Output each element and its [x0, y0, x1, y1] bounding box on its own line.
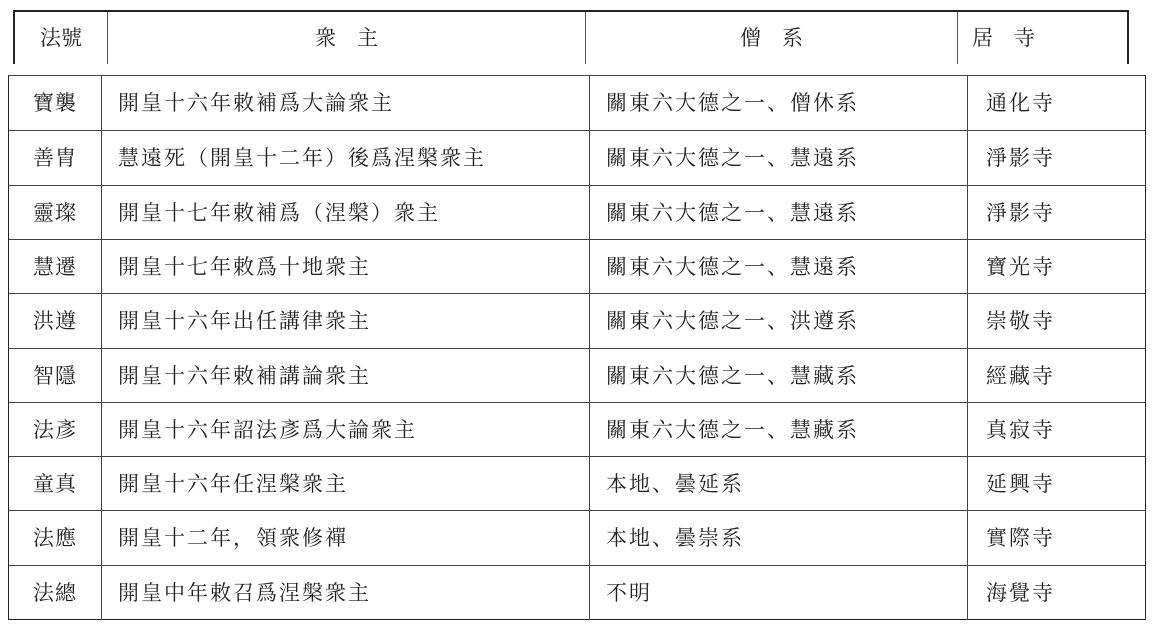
- cell-lineage: 本地、曇延系: [589, 457, 967, 511]
- cell-assembly-head: 開皇十六年敕補講論衆主: [101, 349, 589, 403]
- table-row: [9, 402, 1145, 457]
- cell-temple: 寶光寺: [967, 240, 1145, 294]
- cell-dharma-name: 靈璨: [33, 200, 77, 225]
- cell-assembly-head: 開皇十七年敕補爲（涅槃）衆主: [101, 186, 589, 240]
- header-dharma-name: 法號: [40, 26, 82, 50]
- table-row: [9, 348, 1145, 403]
- cell-temple: 延興寺: [967, 457, 1145, 511]
- cell-lineage: 不明: [589, 566, 967, 620]
- cell-assembly-head: 開皇十六年敕補爲大論衆主: [101, 76, 589, 130]
- table-header: [13, 10, 1129, 64]
- table-row: [9, 293, 1145, 348]
- cell-temple: 淨影寺: [967, 186, 1145, 240]
- header-temple: 居 寺: [957, 12, 1129, 64]
- cell-temple: 實際寺: [967, 511, 1145, 565]
- cell-dharma-name: 智隱: [33, 363, 77, 388]
- cell-temple: 淨影寺: [967, 131, 1145, 185]
- cell-dharma-name: 法彥: [33, 417, 77, 442]
- cell-temple: 真寂寺: [967, 403, 1145, 457]
- cell-lineage: 關東六大德之一、洪遵系: [589, 294, 967, 348]
- cell-assembly-head: 開皇十二年，領衆修禪: [101, 511, 589, 565]
- header-lineage: 僧 系: [585, 12, 957, 64]
- cell-assembly-head: 慧遠死（開皇十二年）後爲涅槃衆主: [101, 131, 589, 185]
- table-row: [9, 76, 1145, 131]
- table-row: [9, 510, 1145, 565]
- cell-assembly-head: 開皇十七年敕爲十地衆主: [101, 240, 589, 294]
- cell-lineage: 關東六大德之一、慧藏系: [589, 349, 967, 403]
- cell-lineage: 關東六大德之一、僧休系: [589, 76, 967, 130]
- cell-lineage: 關東六大德之一、慧遠系: [589, 240, 967, 294]
- cell-dharma-name: 寶襲: [33, 91, 77, 115]
- header-assembly-head: 衆 主: [107, 12, 585, 64]
- table-row: [9, 565, 1145, 620]
- cell-dharma-name: 洪遵: [33, 309, 77, 334]
- cell-temple: 海覺寺: [967, 566, 1145, 620]
- cell-dharma-name: 法應: [33, 526, 77, 551]
- cell-dharma-name: 童真: [33, 472, 77, 497]
- cell-temple: 崇敬寺: [967, 294, 1145, 348]
- cell-lineage: 關東六大德之一、慧藏系: [589, 403, 967, 457]
- cell-dharma-name: 慧遷: [33, 254, 77, 279]
- cell-lineage: 本地、曇崇系: [589, 511, 967, 565]
- cell-dharma-name: 法總: [33, 580, 77, 605]
- cell-temple: 通化寺: [967, 76, 1145, 130]
- table-row: [9, 130, 1145, 185]
- cell-assembly-head: 開皇十六年出任講律衆主: [101, 294, 589, 348]
- cell-assembly-head: 開皇十六年任涅槃衆主: [101, 457, 589, 511]
- cell-temple: 經藏寺: [967, 349, 1145, 403]
- cell-assembly-head: 開皇十六年詔法彥爲大論衆主: [101, 403, 589, 457]
- cell-assembly-head: 開皇中年敕召爲涅槃衆主: [101, 566, 589, 620]
- table-row: [9, 456, 1145, 511]
- cell-lineage: 關東六大德之一、慧遠系: [589, 131, 967, 185]
- table-row: [9, 239, 1145, 294]
- table-row: [9, 185, 1145, 240]
- table-body: [8, 75, 1146, 620]
- cell-dharma-name: 善胄: [33, 146, 77, 171]
- cell-lineage: 關東六大德之一、慧遠系: [589, 186, 967, 240]
